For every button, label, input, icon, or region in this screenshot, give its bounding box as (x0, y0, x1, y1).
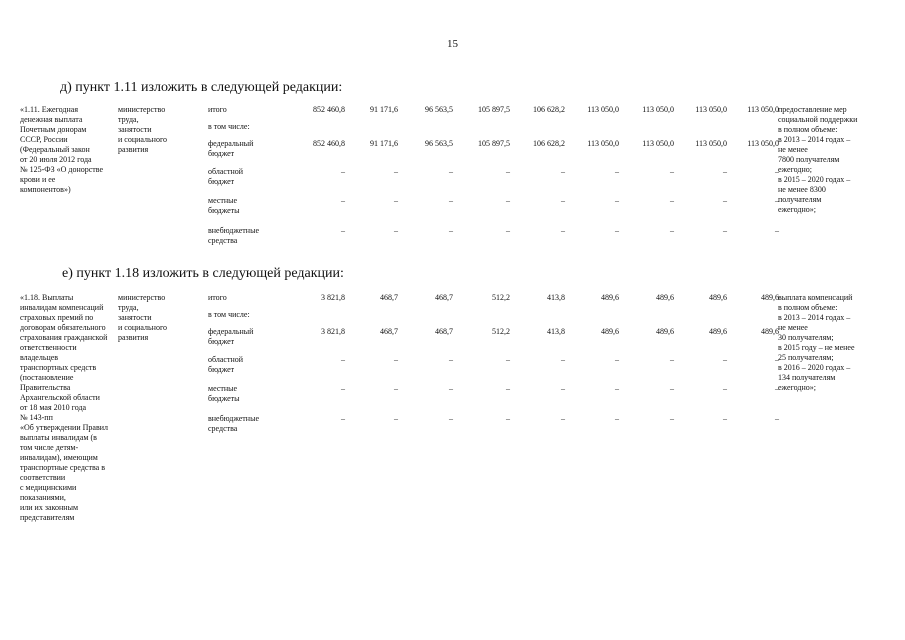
funding-value: 96 563,5 (425, 139, 453, 148)
funding-value: – (341, 167, 345, 176)
funding-value: 489,6 (656, 327, 674, 336)
funding-value: 489,6 (656, 293, 674, 302)
funding-value: – (341, 355, 345, 364)
funding-value: 852 460,8 (313, 105, 345, 114)
funding-row (208, 226, 779, 248)
funding-value: – (670, 384, 674, 393)
funding-value: – (561, 355, 565, 364)
funding-value: 105 897,5 (478, 105, 510, 114)
funding-row (208, 196, 779, 218)
funding-value: – (449, 196, 453, 205)
funding-row (208, 384, 779, 406)
funding-source: внебюджетные средства (208, 414, 259, 433)
funding-row (208, 167, 779, 189)
funding-value: 489,6 (601, 327, 619, 336)
funding-value: 113 050,0 (587, 139, 619, 148)
funding-source: в том числе: (208, 122, 250, 131)
funding-value: – (670, 226, 674, 235)
funding-value: 113 050,0 (747, 139, 779, 148)
funding-value: 91 171,6 (370, 105, 398, 114)
funding-value: 489,6 (761, 327, 779, 336)
funding-value: – (723, 196, 727, 205)
funding-value: – (670, 355, 674, 364)
funding-value: – (561, 414, 565, 423)
funding-value: 468,7 (380, 327, 398, 336)
funding-source: в том числе: (208, 310, 250, 319)
funding-value: – (449, 167, 453, 176)
funding-value: 113 050,0 (695, 139, 727, 148)
funding-value: 3 821,8 (321, 293, 345, 302)
funding-source: федеральный бюджет (208, 327, 254, 346)
funding-value: 413,8 (547, 293, 565, 302)
funding-value: – (394, 196, 398, 205)
funding-value: – (670, 196, 674, 205)
funding-row (208, 414, 779, 436)
funding-value: 113 050,0 (587, 105, 619, 114)
funding-value: 512,2 (492, 327, 510, 336)
funding-value: – (615, 384, 619, 393)
funding-value: 113 050,0 (747, 105, 779, 114)
funding-value: 113 050,0 (695, 105, 727, 114)
funding-value: – (615, 414, 619, 423)
measure-description: «1.11. Ежегодная денежная выплата Почетным донорам СССР, России (Федеральный закон от 20 июля 2012 года № 125-ФЗ «О донорстве крови и ее компонентов») (20, 105, 104, 194)
funding-source: областной бюджет (208, 167, 244, 186)
funding-value: – (723, 414, 727, 423)
funding-value: – (615, 196, 619, 205)
funding-value: – (394, 414, 398, 423)
funding-value: – (561, 226, 565, 235)
funding-value: – (394, 384, 398, 393)
funding-value: 106 628,2 (533, 139, 565, 148)
funding-value: 113 050,0 (642, 139, 674, 148)
funding-value: – (506, 196, 510, 205)
funding-value: – (449, 226, 453, 235)
funding-value: – (449, 384, 453, 393)
funding-value: 489,6 (709, 327, 727, 336)
funding-value: – (341, 196, 345, 205)
funding-value: – (449, 414, 453, 423)
funding-value: – (506, 167, 510, 176)
funding-value: – (506, 226, 510, 235)
funding-value: 468,7 (435, 293, 453, 302)
funding-source: внебюджетные средства (208, 226, 259, 245)
funding-value: – (723, 355, 727, 364)
funding-value: – (449, 355, 453, 364)
funding-value: 468,7 (380, 293, 398, 302)
expected-result: предоставление мер социальной поддержки в полном объеме: в 2013 – 2014 годах – не менее 7800 получателям ежегодно; в 2015 – 2020 годах – не менее 8300 получателям ежегодно»; (778, 105, 858, 214)
funding-source: итого (208, 105, 227, 114)
funding-value: 96 563,5 (425, 105, 453, 114)
funding-value: – (670, 414, 674, 423)
funding-row (208, 139, 779, 161)
funding-value: – (615, 355, 619, 364)
funding-value: – (775, 414, 779, 423)
funding-row (208, 355, 779, 377)
funding-value: – (775, 355, 779, 364)
funding-value: 852 460,8 (313, 139, 345, 148)
funding-value: – (394, 226, 398, 235)
funding-value: – (723, 167, 727, 176)
funding-source: местные бюджеты (208, 196, 240, 215)
funding-value: – (506, 384, 510, 393)
section-heading-e: е) пункт 1.18 изложить в следующей редакции: (62, 266, 344, 281)
funding-value: – (723, 226, 727, 235)
funding-value: 413,8 (547, 327, 565, 336)
funding-value: 105 897,5 (478, 139, 510, 148)
funding-value: – (775, 384, 779, 393)
funding-value: 468,7 (435, 327, 453, 336)
funding-value: – (615, 226, 619, 235)
funding-value: – (506, 414, 510, 423)
funding-value: 91 171,6 (370, 139, 398, 148)
funding-value: 489,6 (709, 293, 727, 302)
funding-value: – (394, 355, 398, 364)
funding-value: 113 050,0 (642, 105, 674, 114)
funding-value: – (775, 167, 779, 176)
funding-source: итого (208, 293, 227, 302)
funding-value: – (561, 384, 565, 393)
funding-value: – (670, 167, 674, 176)
funding-source: областной бюджет (208, 355, 244, 374)
section-heading-d: д) пункт 1.11 изложить в следующей редакции: (60, 80, 343, 95)
funding-value: – (394, 167, 398, 176)
expected-result: выплата компенсаций в полном объеме: в 2013 – 2014 годах – не менее 30 получателям; в 2015 году – не менее 25 получателям; в 2016 – 2020 годах – 134 получателям ежегодно»; (778, 293, 855, 392)
funding-value: – (723, 384, 727, 393)
page-number: 15 (447, 38, 458, 50)
funding-row (208, 327, 779, 349)
funding-value: – (341, 414, 345, 423)
funding-value: 512,2 (492, 293, 510, 302)
responsible-executor: министерство труда, занятости и социального развития (118, 105, 168, 154)
funding-value: 3 821,8 (321, 327, 345, 336)
funding-source: федеральный бюджет (208, 139, 254, 158)
funding-value: 489,6 (761, 293, 779, 302)
funding-value: – (561, 167, 565, 176)
funding-value: – (506, 355, 510, 364)
funding-value: 106 628,2 (533, 105, 565, 114)
funding-value: – (341, 226, 345, 235)
funding-value: – (341, 384, 345, 393)
funding-value: – (561, 196, 565, 205)
funding-value: 489,6 (601, 293, 619, 302)
funding-value: – (615, 167, 619, 176)
funding-value: – (775, 196, 779, 205)
measure-description: «1.18. Выплаты инвалидам компенсаций страховых премий по договорам обязательного страхования гражданской ответственности владельцев транспортных средств (постановление Правительства Архангельской области от 18 мая 2010 года № 143-пп «Об утверждении Правил выплаты инвалидам (в том числе детям- инвалидам), имеющим транспортные средства в соответствии с медицинскими показаниями, или их законным представителям (20, 293, 108, 522)
responsible-executor: министерство труда, занятости и социального развития (118, 293, 168, 342)
funding-source: местные бюджеты (208, 384, 240, 403)
funding-value: – (775, 226, 779, 235)
